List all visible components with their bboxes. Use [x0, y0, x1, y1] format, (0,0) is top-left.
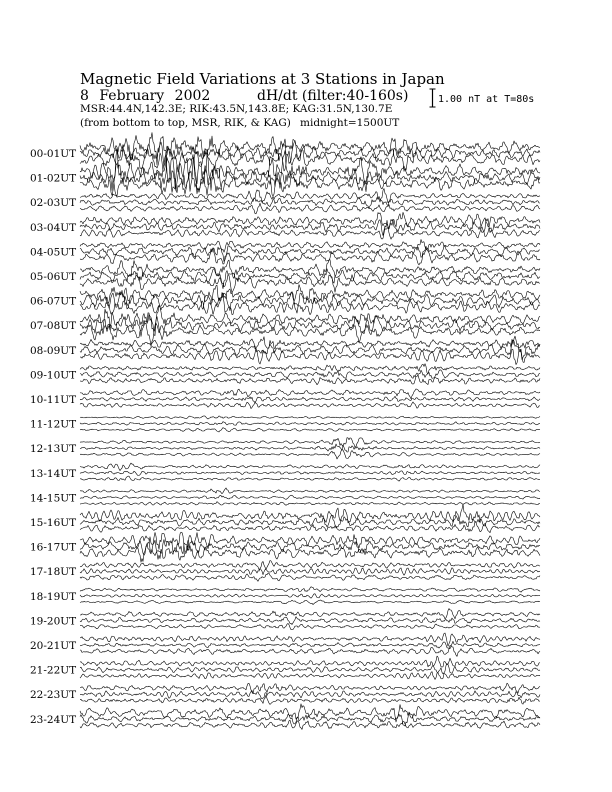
trace-rik [80, 290, 540, 313]
trace-msr [80, 502, 540, 506]
trace-msr [80, 573, 540, 581]
trace-kag [80, 389, 540, 399]
trace-rik [80, 664, 540, 674]
trace-kag [80, 587, 540, 592]
trace-msr [80, 170, 540, 196]
trace-rik [80, 691, 540, 699]
trace-kag [80, 656, 540, 667]
chart-date: 8 February 2002 [80, 88, 211, 104]
trace-kag [80, 364, 540, 374]
trace-rik [80, 617, 540, 625]
station-coordinates: MSR:44.4N,142.3E; RIK:43.5N,143.8E; KAG:31.5N,130.7E [80, 103, 393, 115]
stack-order-note: (from bottom to top, MSR, RIK, & KAG) [80, 117, 291, 129]
hour-label: 07-08UT [30, 320, 77, 333]
trace-msr [80, 695, 540, 704]
trace-msr [80, 476, 540, 481]
hour-label: 12-13UT [30, 443, 77, 456]
trace-msr [80, 146, 540, 172]
trace-rik [80, 641, 540, 648]
hour-label: 16-17UT [30, 541, 77, 554]
trace-msr [80, 375, 540, 385]
hour-label: 13-14UT [30, 467, 77, 480]
trace-rik [80, 471, 540, 476]
trace-msr [80, 402, 540, 409]
trace-kag [80, 416, 540, 419]
trace-msr [80, 720, 540, 729]
trace-rik [80, 245, 540, 262]
trace-rik [80, 370, 540, 379]
trace-msr [80, 348, 540, 364]
trace-msr [80, 600, 540, 604]
trace-kag [80, 212, 540, 229]
trace-rik [80, 712, 540, 726]
hour-label: 10-11UT [30, 394, 77, 406]
hour-label: 20-21UT [30, 640, 77, 652]
hour-label: 18-19UT [30, 590, 77, 603]
trace-rik [80, 396, 540, 402]
trace-rik [80, 568, 540, 576]
midnight-note: midnight=1500UT [300, 117, 400, 129]
trace-msr [80, 428, 540, 432]
trace-kag [80, 438, 540, 448]
trace-msr [80, 203, 540, 214]
trace-msr [80, 645, 540, 656]
trace-kag [80, 504, 540, 523]
hour-label: 15-16UT [30, 517, 77, 529]
hour-label: 14-15UT [30, 492, 77, 505]
hour-label: 04-05UT [30, 246, 77, 259]
trace-kag [80, 306, 540, 336]
hour-label: 01-02UT [30, 172, 77, 185]
trace-msr [80, 624, 540, 630]
trace-rik [80, 594, 540, 598]
hour-label: 05-06UT [30, 271, 77, 283]
trace-kag [80, 488, 540, 494]
chart-title: Magnetic Field Variations at 3 Stations in Japan [80, 70, 445, 88]
trace-kag [80, 609, 540, 619]
hour-label: 11-12UT [30, 418, 77, 431]
trace-msr [80, 449, 540, 459]
hour-label: 00-01UT [30, 148, 77, 160]
trace-kag [80, 683, 540, 694]
trace-kag [80, 336, 540, 349]
trace-rik [80, 444, 540, 452]
hour-label: 21-22UT [30, 664, 77, 677]
hour-label: 19-20UT [30, 615, 77, 628]
hour-label: 22-23UT [30, 689, 77, 702]
hour-label: 06-07UT [30, 295, 77, 308]
trace-kag [80, 561, 540, 570]
hour-label: 23-24UT [30, 713, 77, 726]
hour-label: 02-03UT [30, 197, 77, 210]
trace-msr [80, 320, 540, 346]
trace-kag [80, 463, 540, 471]
hour-label: 09-10UT [30, 369, 77, 382]
trace-msr [80, 521, 540, 532]
trace-rik [80, 422, 540, 426]
trace-rik [80, 495, 540, 499]
chart-quantity: dH/dt (filter:40-160s) [257, 88, 409, 104]
hour-label: 08-09UT [30, 344, 77, 357]
hour-label: 17-18UT [30, 566, 77, 579]
trace-msr [80, 672, 540, 680]
scale-label: 1.00 nT at T=80s [438, 94, 535, 105]
trace-kag [80, 133, 540, 165]
hour-label: 03-04UT [30, 221, 77, 234]
